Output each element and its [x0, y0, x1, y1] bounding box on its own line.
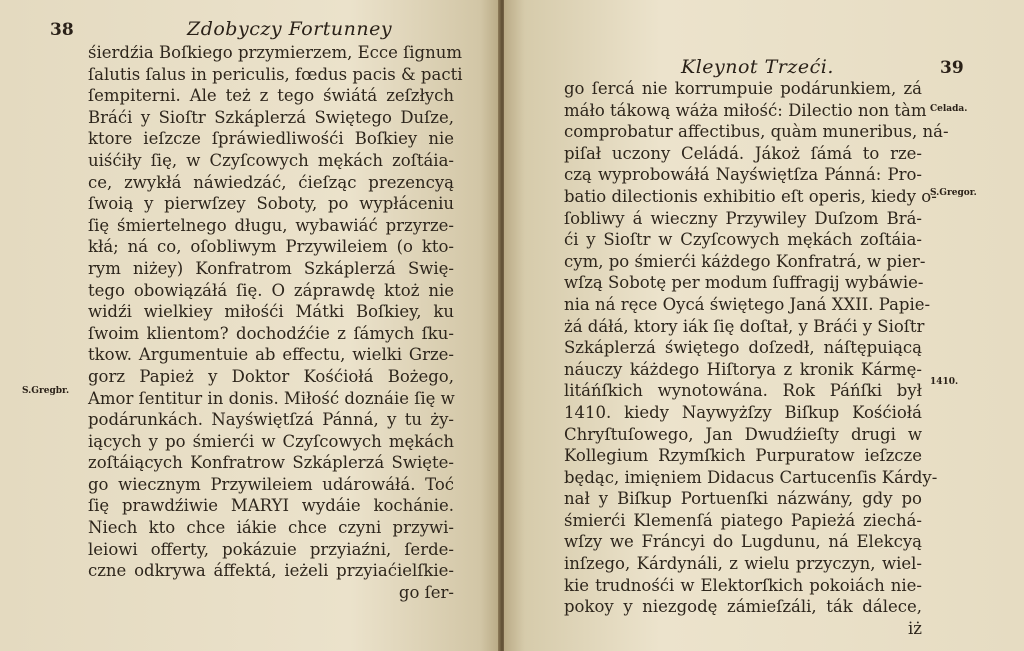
text-line: ce, zwykłá náwiedzáć, ćieſząc prezencyą	[88, 172, 454, 192]
text-line: go wiecznym Przywileiem udárowáłá. Toć	[88, 474, 454, 494]
text-line: máło tákową wáża miłość: Dilectio non tàm	[564, 100, 927, 120]
text-line: wſzą Sobotę per modum ſuffragij wybáwie-	[564, 273, 924, 293]
right-margin-note-0: Celada.	[930, 104, 968, 114]
text-line: cym, po śmierći káżdego Konfratrá, w pier-	[564, 251, 926, 271]
text-line: litáńſkich wynotowána. Rok Páńſki był	[564, 381, 922, 401]
text-line: wſzy we Fráncyi do Lugdunu, ná Elekcyą	[564, 532, 922, 552]
text-line: uiśćiły ſię, w Czyſcowych mękách zoſtáia-	[88, 150, 454, 170]
text-line: żá dáłá, ktory iák ſię doſtał, y Bráći y Sioſtr	[564, 316, 925, 336]
text-line: Chryſtuſowego, Jan Dwudźieſty drugi w	[564, 424, 922, 444]
text-line: ſię śmiertelnego długu, wybawiáć przyrze-	[88, 215, 454, 235]
text-line: Niech kto chce iákie chce czyni przywi-	[88, 518, 454, 538]
text-line: ći y Sioſtr w Czyſcowych mękách zoſtáia-	[564, 230, 922, 250]
text-line: ktore ieſzcze ſpráwiedliwośći Boſkiey nie	[88, 129, 454, 149]
text-line: kłá; ná co, oſobliwym Przywileiem (o kto-	[88, 237, 454, 257]
text-line: ſobliwy á wieczny Przywiley Duſzom Brá-	[564, 208, 922, 228]
catchword: iż	[908, 618, 922, 638]
text-line: ſię prawdźiwie MARYI wydáie kochánie.	[88, 496, 454, 516]
text-line: náuczy káżdego Hiſtorya z kronik Kármę-	[564, 359, 922, 379]
text-line: iących y po śmierći w Czyſcowych mękách	[88, 431, 454, 451]
text-line: Kollegium Rzymſkich Purpuratow ieſzcze	[564, 446, 922, 466]
text-line: nia ná ręce Oycá świętego Janá XXII. Papie-	[564, 294, 931, 314]
text-line: kie trudnośći w Elektorſkich pokoiách nie-	[564, 575, 922, 595]
text-line: batio dilectionis exhibitio eſt operis, kiedy o-	[564, 186, 937, 206]
text-line: ſalutis ſalus in periculis, fœdus pacis & pacti	[88, 64, 463, 84]
text-line: czne odkrywa áffektá, ieżeli przyiaćielſkie-	[88, 561, 454, 581]
text-line: 1410. kiedy Naywyżſzy Biſkup Kośćiołá	[564, 402, 922, 422]
left-page	[0, 0, 500, 651]
right-page-number: 39	[940, 58, 964, 78]
right-margin-note-1: S.Gregor.	[930, 188, 977, 198]
text-line: comprobatur affectibus, quàm muneribus, ná-	[564, 122, 949, 142]
text-line: będąc, imięniem Didacus Cartucenſis Kárdy-	[564, 467, 938, 487]
left-page-number: 38	[50, 20, 74, 40]
text-line: go ſercá nie korrumpuie podárunkiem, zá	[564, 79, 922, 98]
text-line: ſempiterni. Ale też z tego świátá zeſzłych	[88, 86, 454, 106]
text-line: piſał uczony Celádá. Jákoż ſámá to rze-	[564, 143, 922, 163]
right-margin-note-2: 1410.	[930, 377, 959, 387]
text-line: śierdźia Boſkiego przymierzem, Ecce ſignum	[88, 43, 462, 62]
text-line: inſzego, Kárdynáli, z wielu przyczyn, wiel-	[564, 554, 922, 574]
text-line: czą wyprobowáłá Nayświętſza Pánná: Pro-	[564, 165, 922, 185]
text-line: tego obowiązáłá ſię. O záprawdę ktoż nie	[88, 280, 454, 300]
text-line: gorz Papież y Doktor Kośćiołá Bożego,	[88, 366, 454, 386]
text-line: ſwoim klientom? dochodźćie z ſámych ſku-	[88, 323, 454, 343]
text-line: widźi wielkiey miłośći Mátki Boſkiey, ku	[88, 302, 454, 322]
text-line: tkow. Argumentuie ab effectu, wielki Grze-	[88, 345, 454, 365]
text-line: Szkáplerzá świętego doſzedł, náſtępuiącą	[564, 338, 922, 358]
text-line: Amor ſentitur in donis. Miłość doznáie ſię w	[88, 388, 455, 408]
text-line: leiowi offerty, pokázuie przyiaźni, ſerde-	[88, 539, 454, 559]
left-margin-note-0: S.Gregbr.	[22, 386, 70, 396]
text-line: Bráći y Sioſtr Szkáplerzá Swiętego Duſze,	[88, 107, 454, 127]
text-line: ſwoią y pierwſzey Soboty, po wypłáceniu	[88, 194, 454, 214]
text-line: pokoy y niezgodę zámieſzáli, ták dálece,	[564, 597, 922, 617]
text-line: podárunkách. Nayświętſzá Pánná, y tu ży-	[88, 410, 454, 430]
text-line: nał y Biſkup Portuenſki názwány, gdy po	[564, 489, 922, 509]
catchword: go ſer-	[398, 582, 454, 602]
text-line: rym niżey) Konfratrom Szkáplerzá Swię-	[88, 258, 454, 278]
right-running-head: Kleynot Trzeći.	[681, 56, 834, 78]
right-page	[504, 0, 1024, 651]
left-text-block	[88, 42, 463, 603]
left-running-head: Zdobyczy Fortunney	[187, 18, 393, 40]
text-line: zoſtáiących Konfratrow Szkáplerzá Swięte-	[88, 453, 454, 473]
text-line: śmierći Klemenſá piatego Papieżá ziechá-	[564, 510, 922, 530]
